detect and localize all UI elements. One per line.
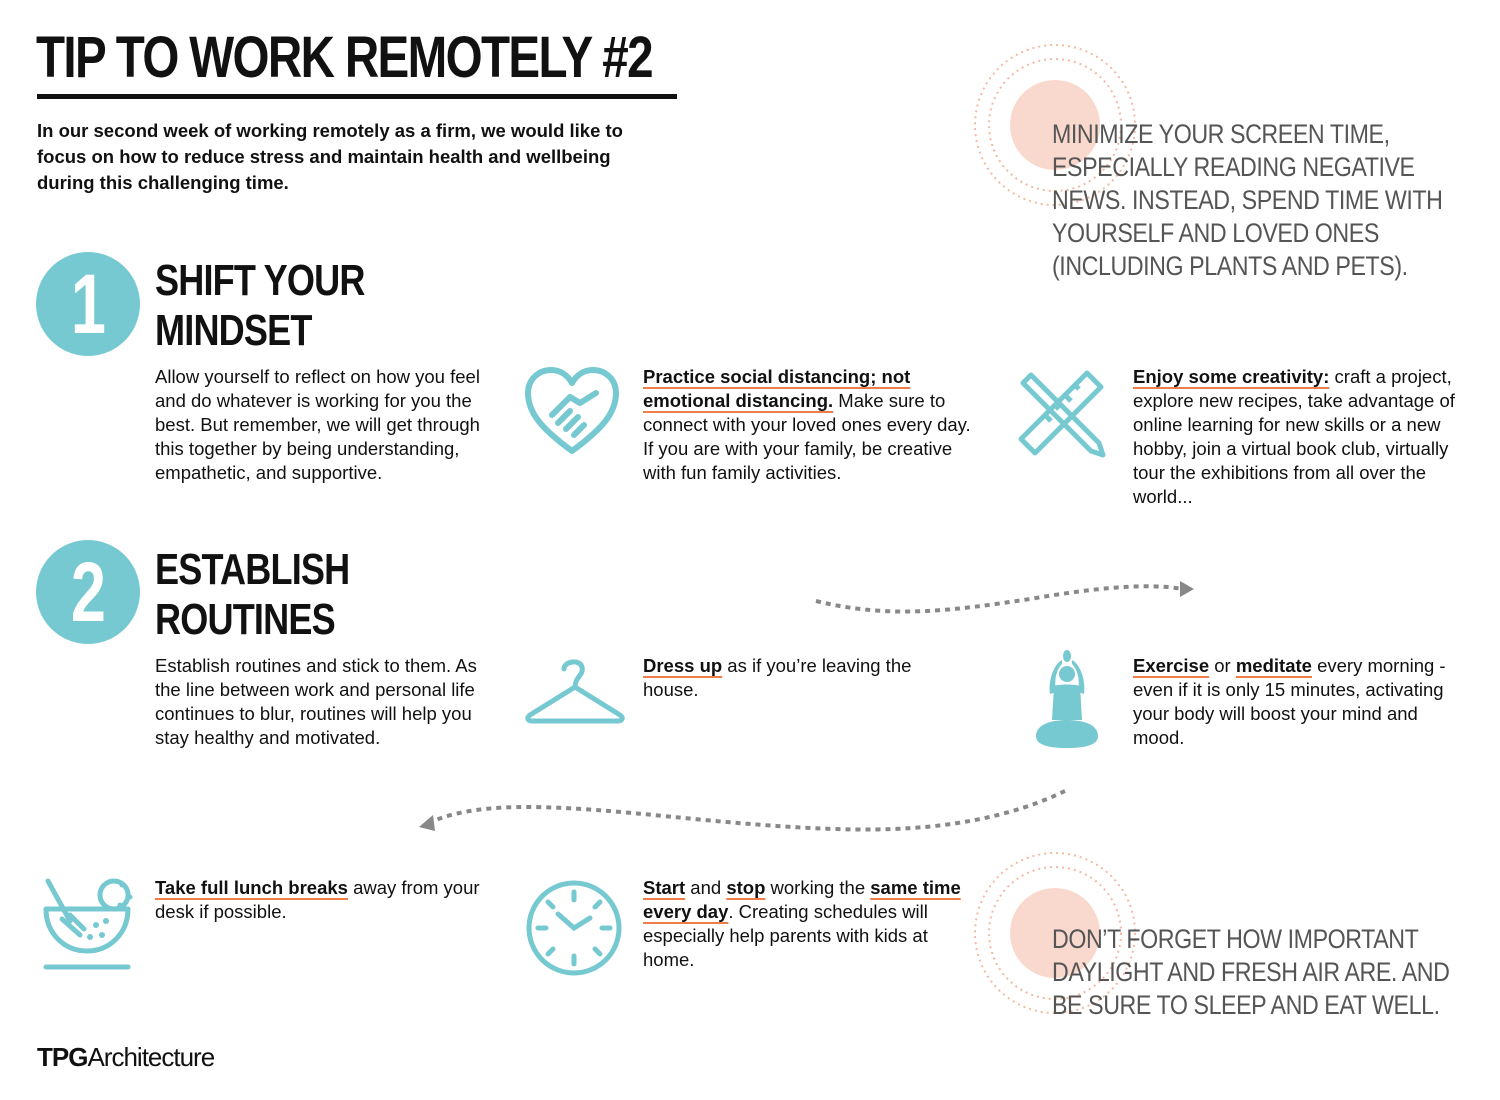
section-1-body: Allow yourself to reflect on how you feel and do whatever is working for you the best. But remember, we will get through this together by being understanding, empathetic, and supportive. <box>155 366 480 483</box>
meditation-icon <box>1032 650 1102 750</box>
tip-schedule-highlight-2: stop <box>726 877 766 898</box>
tip-dress-text: as if you’re leaving the house. <box>643 655 912 700</box>
section-1-title-line2: MINDSET <box>155 306 312 355</box>
salad-bowl-icon <box>40 875 140 973</box>
logo-regular: Architecture <box>87 1042 215 1072</box>
section-2-heading <box>155 545 392 645</box>
tip-exercise <box>1133 654 1463 750</box>
tip-dress <box>643 654 943 702</box>
tip-creativity <box>1133 365 1473 509</box>
tip-schedule <box>643 876 963 972</box>
tip-social-text: Make sure to connect with your loved ones every day. If you are with your family, be creative with fun family activities. <box>643 390 971 483</box>
callout-screen-time-text: MINIMIZE YOUR SCREEN TIME, ESPECIALLY READING NEGATIVE NEWS. INSTEAD, SPEND TIME WITH YOURSELF AND LOVED ONES (INCLUDING PLANTS AND PETS). <box>1052 119 1443 281</box>
heart-handshake-icon <box>522 365 622 457</box>
callout-daylight-text: DON’T FORGET HOW IMPORTANT DAYLIGHT AND FRESH AIR ARE. AND BE SURE TO SLEEP AND EAT WELL. <box>1052 924 1450 1020</box>
logo-bold: TPG <box>37 1042 88 1072</box>
section-2-title-line2: ROUTINES <box>155 595 335 644</box>
intro-text: In our second week of working remotely as a firm, we would like to focus on how to reduce stress and maintain health and wellbeing during this challenging time. <box>37 120 623 193</box>
section-2-badge: 2 <box>36 540 140 644</box>
tip-social-highlight-2: emotional distancing. <box>643 390 834 411</box>
arrow-right-icon <box>810 575 1200 625</box>
tip-exercise-connector: or <box>1209 655 1236 676</box>
tip-exercise-text: every morning - even if it is only 15 minutes, activating your body will boost your mind and mood. <box>1133 655 1446 748</box>
page-title: TIP TO WORK REMOTELY #2 <box>36 25 652 90</box>
tip-exercise-highlight-1: Exercise <box>1133 655 1210 676</box>
section-2-title-line1: ESTABLISH <box>155 545 350 594</box>
tip-lunch-highlight: Take full lunch breaks <box>155 877 348 898</box>
tip-lunch-text: away from your desk if possible. <box>155 877 480 922</box>
tip-dress-highlight: Dress up <box>643 655 723 676</box>
tip-exercise-highlight-2: meditate <box>1235 655 1312 676</box>
section-1-heading <box>155 256 411 356</box>
tip-schedule-text: . Creating schedules will especially help parents with kids at home. <box>643 901 928 970</box>
tip-lunch <box>155 876 495 924</box>
clock-icon <box>524 878 624 978</box>
title-underline <box>37 94 677 99</box>
tip-schedule-highlight-1: Start <box>643 877 686 898</box>
tpg-logo <box>37 1042 214 1073</box>
tip-creativity-text: craft a project, explore new recipes, take advantage of online learning for new skills or a new hobby, join a virtual book club, virtually tour the exhibitions from all over the world... <box>1133 366 1455 507</box>
hanger-icon <box>524 657 626 727</box>
tip-social <box>643 365 973 485</box>
pencil-ruler-icon <box>1015 367 1107 459</box>
tip-schedule-connector-1: and <box>685 877 727 898</box>
tip-schedule-highlight-3: same time every day <box>643 877 961 922</box>
arrow-left-icon <box>415 785 1075 845</box>
tip-schedule-connector-2: working the <box>765 877 871 898</box>
section-1-title-line1: SHIFT YOUR <box>155 256 365 305</box>
callout-screen-time <box>1052 118 1469 283</box>
section-2-body: Establish routines and stick to them. As the line between work and personal life continues to blur, routines will help you stay healthy and motivated. <box>155 655 477 748</box>
tip-social-highlight-1: Practice social distancing; not <box>643 366 911 387</box>
callout-daylight <box>1052 923 1465 1022</box>
section-1-badge: 1 <box>36 252 140 356</box>
tip-creativity-highlight: Enjoy some creativity: <box>1133 366 1330 387</box>
